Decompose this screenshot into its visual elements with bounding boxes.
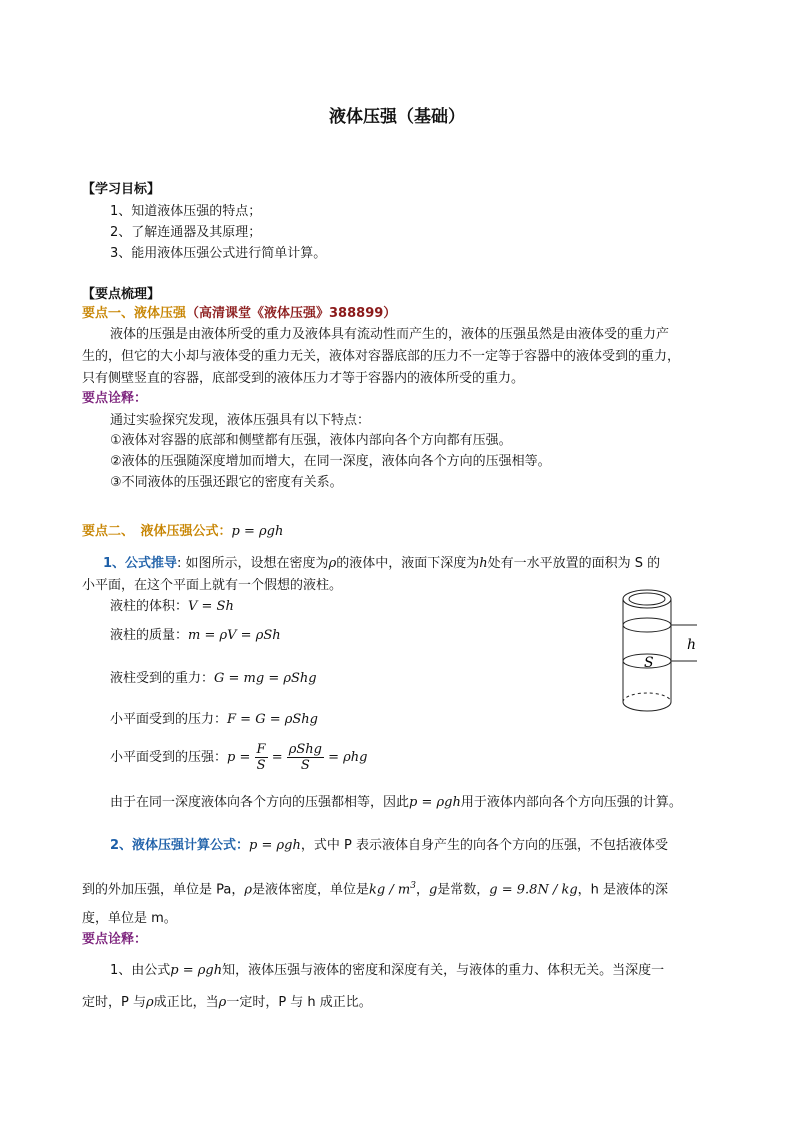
figure-label-h: h bbox=[687, 637, 697, 653]
gravity-row bbox=[110, 670, 317, 688]
pressure-tail: = ρhg bbox=[328, 750, 368, 765]
rho-symbol: ρ bbox=[328, 556, 337, 571]
calc-formula: p = ρgh bbox=[249, 838, 301, 853]
volume-label: 液柱的体积： bbox=[110, 599, 189, 614]
point1-line-1: 液体的压强是由液体所受的重力及液体具有流动性而产生的，液体的压强虽然是由液体受的重力产 bbox=[110, 327, 670, 342]
fraction-f-over-s bbox=[255, 742, 268, 773]
note-text-2a: 定时，P 与 bbox=[82, 995, 146, 1010]
calc-line-3: 度，单位是 m。 bbox=[82, 911, 177, 926]
calc-line-2 bbox=[82, 877, 668, 899]
points-heading: 【要点梳理】 bbox=[82, 287, 161, 302]
derive-line-2: 小平面，在这个平面上就有一个假想的液柱。 bbox=[82, 578, 343, 593]
point1-heading: 要点一、液体压强 bbox=[82, 306, 187, 321]
note-text-2c: 一定时，P 与 h 成正比。 bbox=[226, 995, 372, 1010]
calc-unit-sup: 3 bbox=[410, 881, 416, 891]
liquid-column-figure bbox=[615, 585, 710, 715]
goal-item-1: 1、知道液体压强的特点； bbox=[110, 204, 262, 219]
calc-text-2c: ， bbox=[415, 882, 429, 898]
cylinder-bottom-hidden bbox=[623, 693, 671, 702]
point1-line-3: 只有侧壁竖直的容器，底部受到的液体压力才等于容器内的液体所受的重力。 bbox=[82, 371, 525, 386]
force-formula: F = G = ρShg bbox=[227, 712, 318, 727]
liquid-surface bbox=[623, 618, 671, 632]
fraction-rhoshg-over-s bbox=[287, 742, 324, 773]
force-label: 小平面受到的压力： bbox=[110, 712, 228, 727]
note-rho-2: ρ bbox=[218, 995, 227, 1010]
calc-g: g bbox=[428, 882, 438, 898]
conclusion-text-b: 用于液体内部向各个方向压强的计算。 bbox=[460, 795, 682, 810]
pressure-row bbox=[110, 740, 368, 776]
note-formula: p = ρgh bbox=[170, 963, 223, 978]
pressure-label: 小平面受到的压强： bbox=[110, 750, 228, 765]
derive-text-a: : 如图所示，设想在密度为 bbox=[177, 556, 329, 571]
conclusion-formula: p = ρgh bbox=[409, 795, 461, 810]
derive-line-1 bbox=[103, 555, 660, 573]
goals-heading: 【学习目标】 bbox=[82, 182, 161, 197]
point1-line-2: 生的，但它的大小却与液体受的重力无关，液体对容器底部的压力不一定等于容器中的液体受到的重力， bbox=[82, 349, 681, 364]
note-text-2b: 成正比，当 bbox=[153, 995, 219, 1010]
h-symbol: h bbox=[479, 556, 488, 571]
goal-item-3: 3、能用液体压强公式进行简单计算。 bbox=[110, 246, 327, 261]
mass-row bbox=[110, 627, 281, 645]
calc-text-2e: ，h 是液体的深 bbox=[577, 882, 669, 898]
feature-item-2: ②液体的压强随深度增加而增大，在同一深度，液体向各个方向的压强相等。 bbox=[110, 454, 551, 469]
point2-note-label: 要点诠释： bbox=[82, 932, 148, 947]
calc-text-2a: 到的外加压强，单位是 Pa， bbox=[82, 882, 245, 898]
calc-line-1 bbox=[110, 837, 668, 855]
feature-item-3: ③不同液体的压强还跟它的密度有关系。 bbox=[110, 475, 343, 490]
frac2-denominator: S bbox=[300, 758, 310, 773]
calc-label: 2、液体压强计算公式： bbox=[110, 838, 250, 853]
frac1-numerator: F bbox=[256, 742, 266, 757]
point1-heading-row bbox=[82, 305, 396, 323]
figure-label-s: S bbox=[644, 655, 654, 671]
calc-text-2b: 是液体密度，单位是 bbox=[252, 882, 370, 898]
equals-sign: = bbox=[271, 750, 283, 765]
note-line-2 bbox=[82, 994, 372, 1012]
point1-reference: （高清课堂《液体压强》388899） bbox=[186, 306, 397, 321]
gravity-formula: G = mg = ρShg bbox=[214, 671, 317, 686]
gravity-label: 液柱受到的重力： bbox=[110, 671, 215, 686]
derive-text-b: 的液体中，液面下深度为 bbox=[336, 556, 480, 571]
note-line-1 bbox=[110, 962, 664, 980]
point2-heading-row bbox=[82, 523, 283, 541]
volume-formula: V = Sh bbox=[188, 599, 234, 614]
cylinder-bottom bbox=[623, 702, 671, 711]
feature-item-1: ①液体对容器的底部和侧壁都有压强，液体内部向各个方向都有压强。 bbox=[110, 433, 512, 448]
note-rho-1: ρ bbox=[145, 995, 154, 1010]
point1-note-label: 要点诠释： bbox=[82, 391, 148, 406]
point1-note-intro: 通过实验探究发现，液体压强具有以下特点： bbox=[110, 413, 371, 428]
conclusion-text-a: 由于在同一深度液体向各个方向的压强都相等，因此 bbox=[110, 795, 410, 810]
calc-text-2d: 是常数， bbox=[437, 882, 490, 898]
derive-text-c: 处有一水平放置的面积为 S 的 bbox=[487, 556, 661, 571]
note-text-1b: 知，液体压强与液体的密度和深度有关，与液体的重力、体积无关。当深度一 bbox=[222, 963, 665, 978]
point2-heading: 要点二、 液体压强公式： bbox=[82, 524, 232, 539]
pressure-p: p = bbox=[227, 750, 251, 765]
derive-label: 1、公式推导 bbox=[103, 556, 178, 571]
calc-g-value: g = 9.8N / kg bbox=[489, 882, 578, 898]
cylinder-top-inner bbox=[629, 593, 665, 605]
page-title: 液体压强（基础） bbox=[329, 107, 465, 127]
calc-rho: ρ bbox=[244, 882, 253, 898]
goal-item-2: 2、了解连通器及其原理； bbox=[110, 225, 262, 240]
frac1-denominator: S bbox=[256, 758, 266, 773]
mass-label: 液柱的质量： bbox=[110, 628, 189, 643]
point2-formula: p = ρgh bbox=[231, 524, 284, 539]
frac2-numerator: ρShg bbox=[288, 742, 322, 757]
volume-row bbox=[110, 598, 234, 616]
calc-unit: kg / m bbox=[369, 882, 411, 898]
mass-formula: m = ρV = ρSh bbox=[188, 628, 281, 643]
conclusion-row bbox=[110, 794, 682, 812]
calc-text-1: ，式中 P 表示液体自身产生的向各个方向的压强，不包括液体受 bbox=[300, 838, 668, 853]
note-text-1a: 1、由公式 bbox=[110, 963, 171, 978]
force-row bbox=[110, 711, 318, 729]
